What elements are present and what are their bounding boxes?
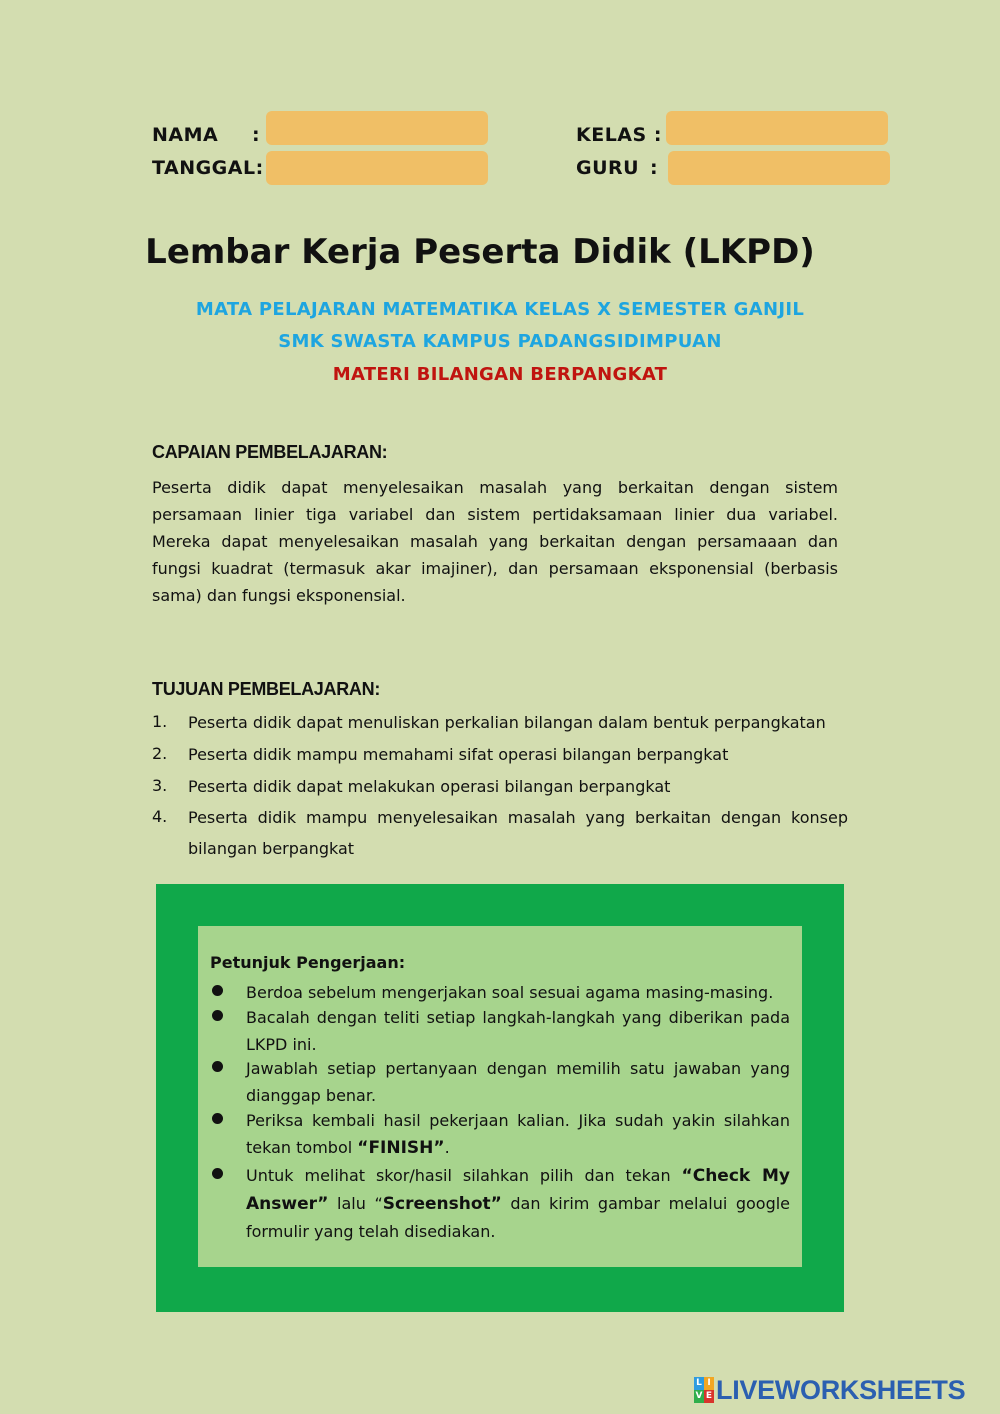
tanggal-input[interactable]	[266, 151, 488, 185]
instructions-heading: Petunjuk Pengerjaan:	[210, 953, 406, 972]
school-subtitle: SMK SWASTA KAMPUS PADANGSIDIMPUAN	[278, 331, 722, 352]
instruction-text: Periksa kembali hasil pekerjaan kalian. Jika sudah yakin silahkan tekan tombol “FINISH”.	[246, 1111, 790, 1158]
objective-number: 3.	[152, 776, 168, 795]
instruction-text: Bacalah dengan teliti setiap langkah-langkah yang diberikan pada LKPD ini.	[246, 1008, 790, 1054]
guru-colon: :	[650, 157, 658, 179]
objective-text: Peserta didik dapat menuliskan perkalian bilangan dalam bentuk perpangkatan	[188, 713, 826, 732]
kelas-input[interactable]	[666, 111, 888, 145]
logo-tile: V	[695, 1391, 703, 1401]
liveworksheets-logo-icon	[694, 1377, 714, 1403]
kelas-label: KELAS :	[576, 124, 662, 146]
nama-label: NAMA	[152, 124, 219, 146]
capaian-text: Peserta didik dapat menyelesaikan masalah yang berkaitan dengan sistem persamaan linier tiga variabel dan sistem pertidaksamaan linier dua variabel. Mereka dapat menyelesaikan masalah yang berkaitan dengan persamaaan dan fungsi kuadrat (termasuk akar imajiner), dan persamaan eksponensial (berbasis sama) dan fungsi eksponensial.	[152, 478, 838, 605]
logo-tile: L	[694, 1377, 704, 1390]
liveworksheets-logo	[694, 1375, 965, 1405]
objective-number: 1.	[152, 712, 168, 731]
bullet-icon	[212, 1010, 223, 1021]
objective-text: Peserta didik mampu menyelesaikan masalah yang berkaitan dengan konsep bilangan berpangkat	[188, 808, 848, 858]
logo-tile: E	[705, 1391, 713, 1401]
instruction-text: Jawablah setiap pertanyaan dengan memilih satu jawaban yang dianggap benar.	[246, 1059, 790, 1105]
objective-number: 4.	[152, 807, 168, 826]
tanggal-label: TANGGAL:	[152, 157, 264, 179]
bullet-icon	[212, 985, 223, 996]
capaian-heading: CAPAIAN PEMBELAJARAN:	[152, 442, 388, 462]
instruction-text: Untuk melihat skor/hasil silahkan pilih dan tekan “Check My Answer” lalu “Screenshot” dan kirim gambar melalui google formulir yang telah disediakan.	[246, 1166, 791, 1241]
bullet-icon	[212, 1113, 223, 1124]
bullet-icon	[212, 1061, 223, 1072]
logo-tile: I	[704, 1377, 714, 1390]
nama-colon: :	[252, 124, 260, 146]
objective-number: 2.	[152, 744, 168, 763]
liveworksheets-logo-text: LIVEWORKSHEETS	[716, 1374, 966, 1405]
guru-input[interactable]	[668, 151, 890, 185]
guru-label: GURU	[576, 157, 640, 179]
tujuan-heading: TUJUAN PEMBELAJARAN:	[152, 679, 381, 699]
topic-subtitle: MATERI BILANGAN BERPANGKAT	[332, 364, 668, 385]
instruction-text: Berdoa sebelum mengerjakan soal sesuai agama masing-masing.	[246, 983, 774, 1002]
screenshot-keyword: Screenshot”	[382, 1194, 502, 1214]
nama-input[interactable]	[266, 111, 488, 145]
bullet-icon	[212, 1168, 223, 1179]
subject-subtitle: MATA PELAJARAN MATEMATIKA KELAS X SEMESTER GANJIL	[195, 299, 805, 320]
objective-text: Peserta didik dapat melakukan operasi bilangan berpangkat	[188, 777, 671, 796]
finish-keyword: “FINISH”	[357, 1138, 445, 1158]
objective-text: Peserta didik mampu memahami sifat operasi bilangan berpangkat	[188, 745, 729, 764]
check-my-answer-keyword: “Check My Answer”	[246, 1166, 790, 1214]
page-title: Lembar Kerja Peserta Didik (LKPD)	[145, 232, 815, 272]
